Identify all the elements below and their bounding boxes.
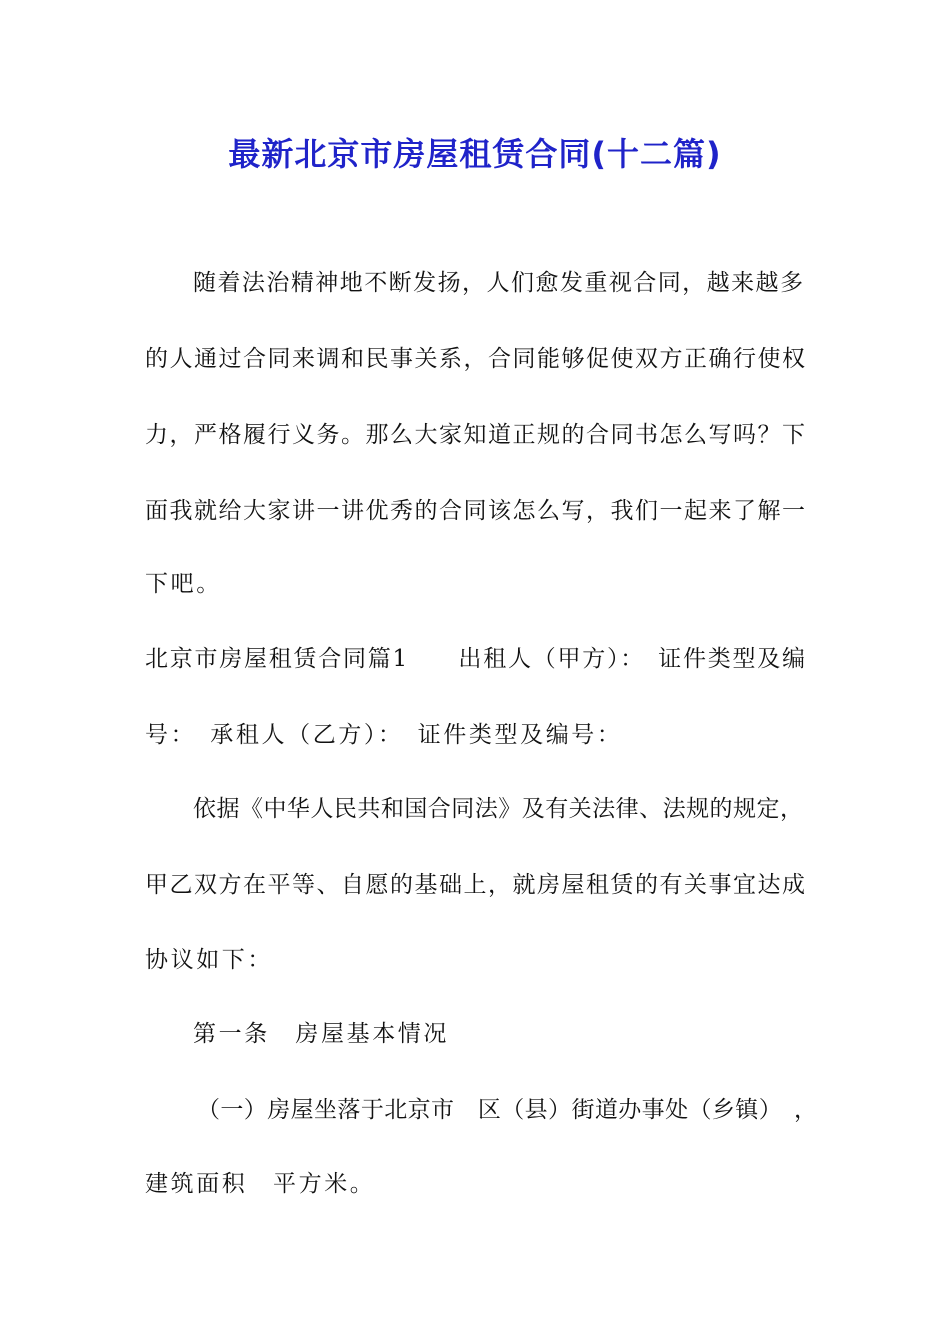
paragraph-line: 的人通过合同来调和民事关系，合同能够促使双方正确行使权 (145, 346, 805, 372)
paragraph-line: 下吧。 (145, 571, 222, 597)
paragraph-line: （一）房屋坐落于北京市 区（县）街道办事处（乡镇） ， (197, 1097, 817, 1123)
paragraph-line: 面我就给大家讲一讲优秀的合同该怎么写，我们一起来了解一 (145, 498, 805, 524)
paragraph-line: 协议如下： (145, 947, 273, 973)
paragraph-line: 建筑面积 平方米。 (145, 1171, 376, 1197)
party-info-line: 号： 承租人（乙方）： 证件类型及编号： (145, 722, 623, 748)
contract-heading-line: 北京市房屋租赁合同篇1 出租人（甲方）： 证件类型及编 (145, 646, 805, 672)
paragraph-line: 甲乙双方在平等、自愿的基础上，就房屋租赁的有关事宜达成 (145, 872, 805, 898)
paragraph-line: 依据《中华人民共和国合同法》及有关法律、法规的规定， (193, 796, 803, 822)
document-title: 最新北京市房屋租赁合同(十二篇) (228, 135, 722, 173)
article-heading: 第一条 房屋基本情况 (193, 1021, 449, 1047)
paragraph-line: 力，严格履行义务。那么大家知道正规的合同书怎么写吗？下 (145, 422, 805, 448)
paragraph-line: 随着法治精神地不断发扬，人们愈发重视合同，越来越多 (193, 270, 803, 296)
